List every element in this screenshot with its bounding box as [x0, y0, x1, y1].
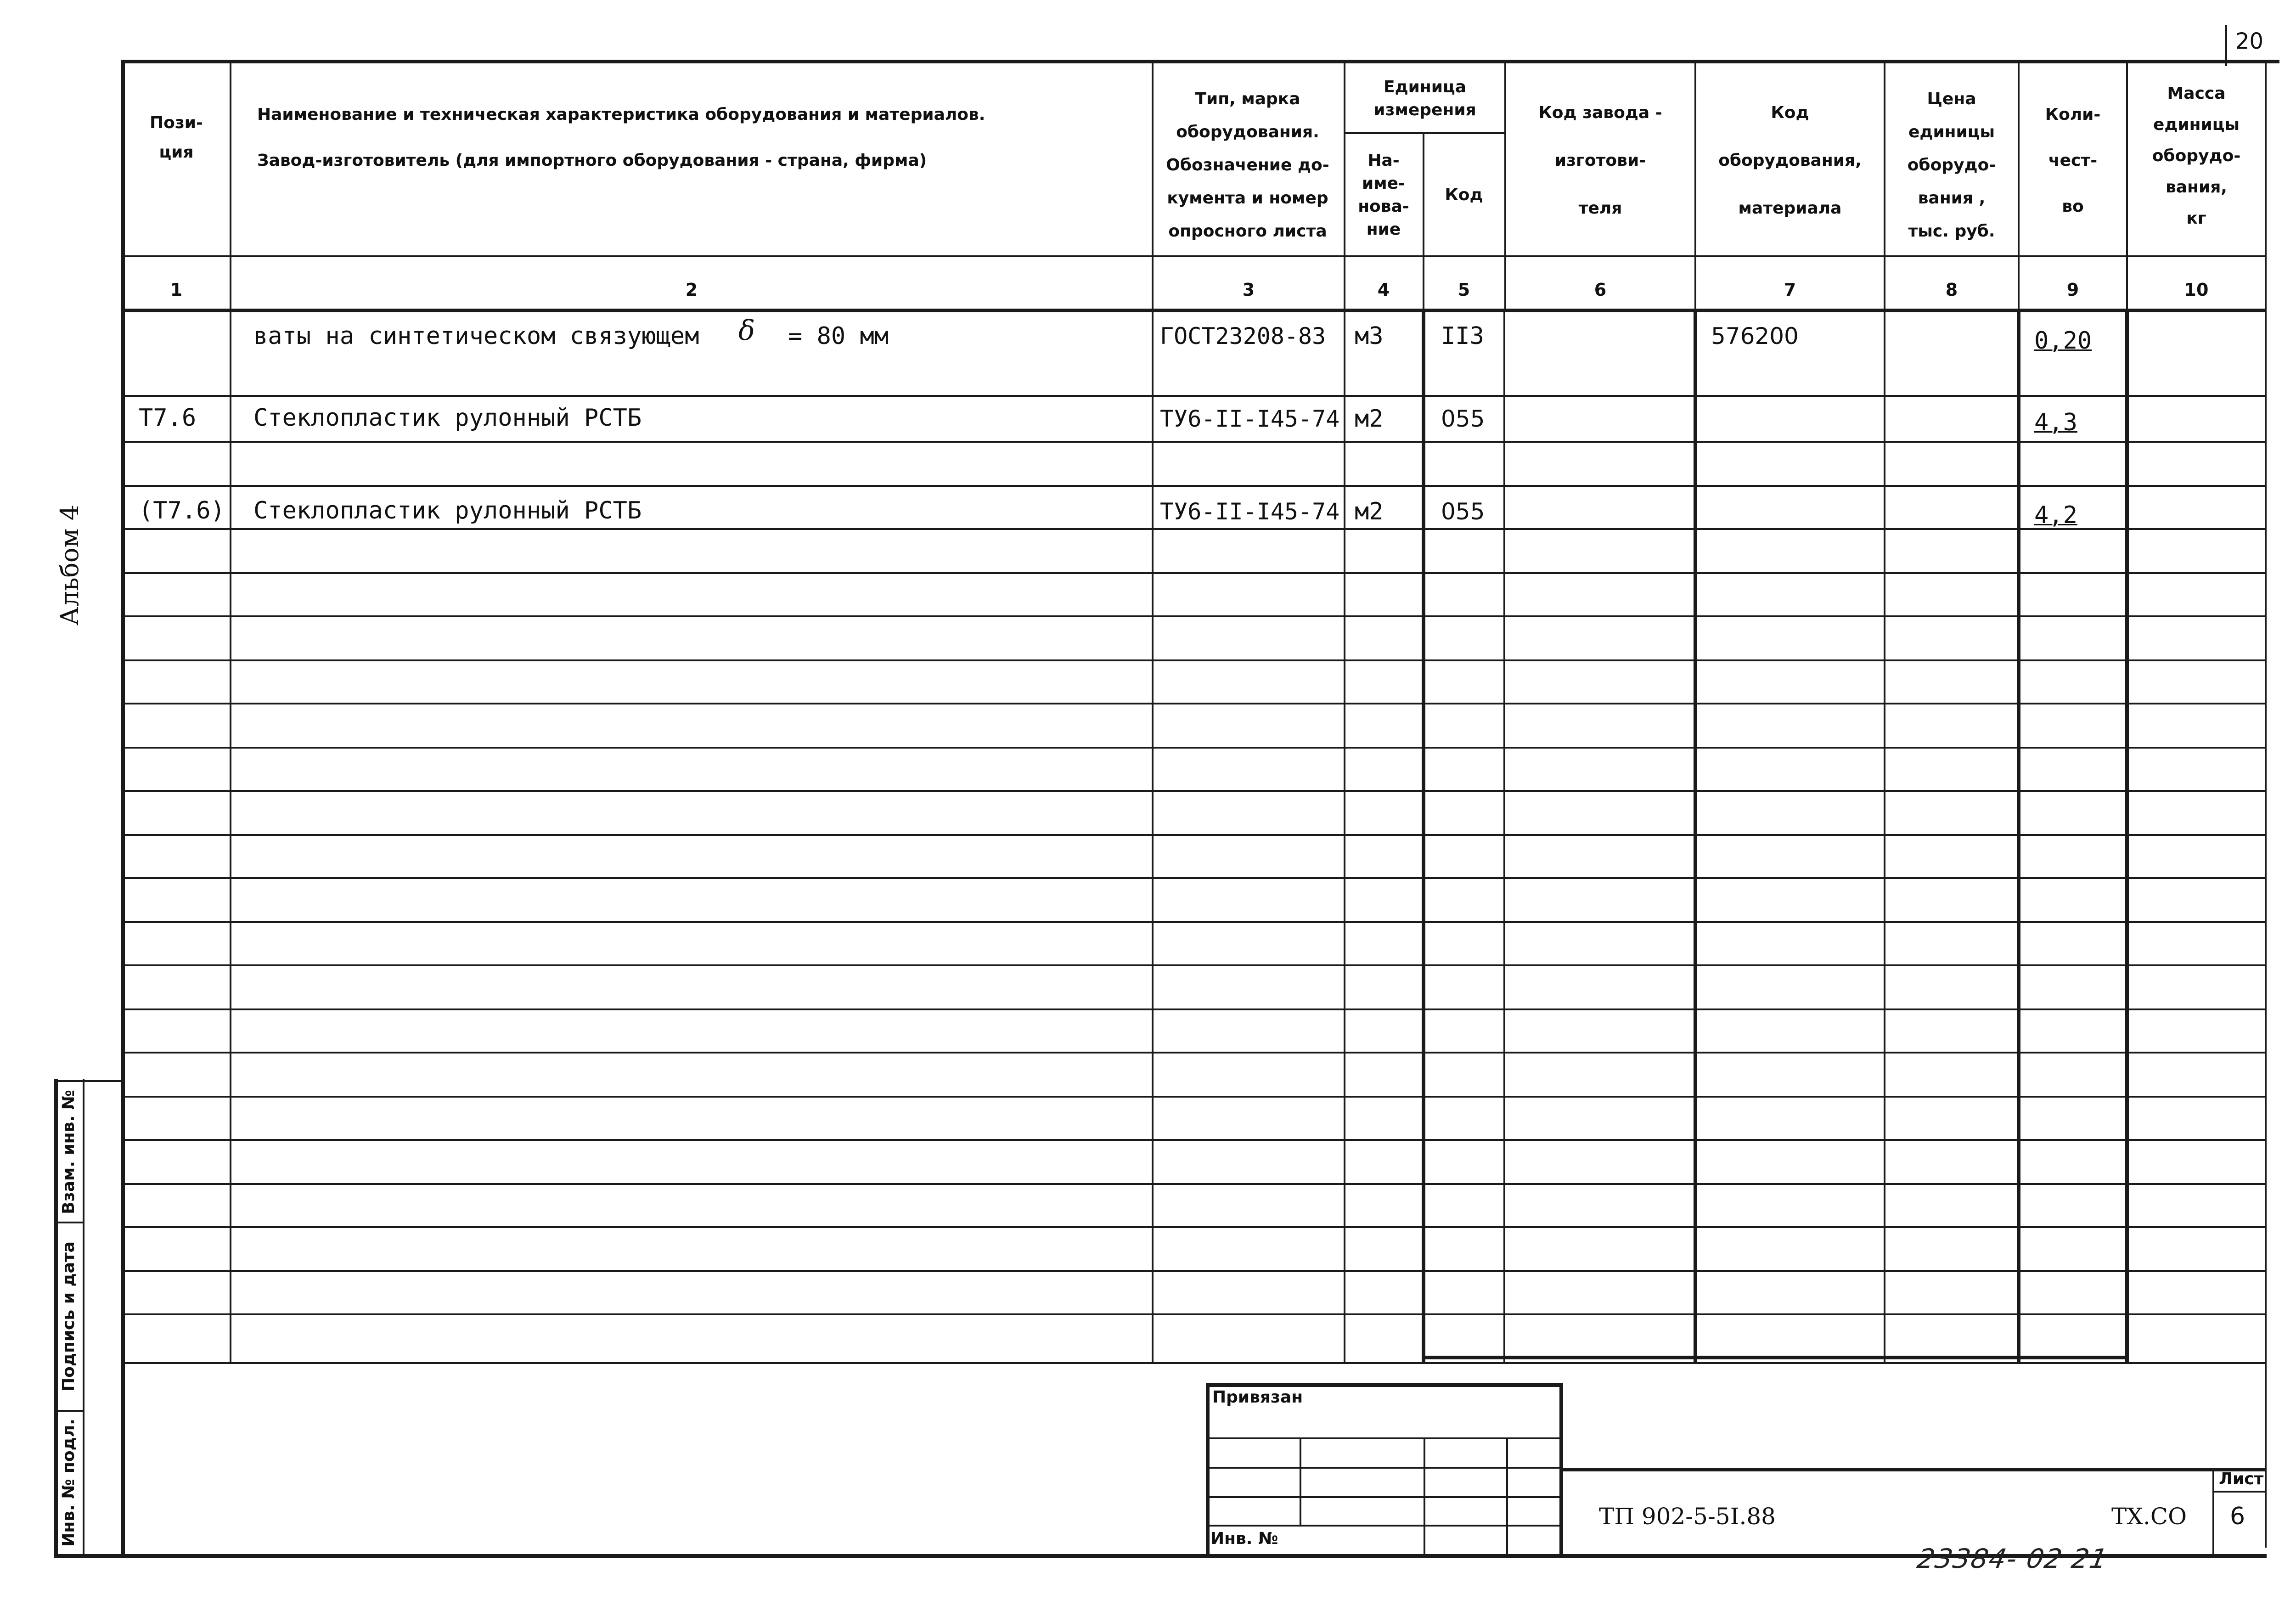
column-number: 9	[2066, 280, 2079, 300]
row-quantity: 0,20	[2034, 327, 2092, 355]
column-number: 5	[1458, 280, 1470, 300]
header-unit-group: Единица измерения	[1373, 78, 1476, 119]
side-label-podpis: Подпись и дата	[59, 1241, 78, 1392]
album-label: Альбом 4	[55, 504, 84, 625]
header-unit-name: На- име- нова- ние	[1358, 151, 1409, 239]
stamp-inv-no: Инв. №	[1210, 1529, 1278, 1548]
header-type: Тип, марка оборудования. Обозначение до- кумента и номер опросного листа	[1166, 90, 1329, 241]
stamp-list-label: Лист	[2219, 1470, 2264, 1488]
header-quantity: Коли- чест- во	[2045, 105, 2101, 216]
column-number: 3	[1242, 280, 1255, 300]
stamp-doc-code: ТП 902-5-5I.88	[1599, 1503, 1776, 1530]
column-number: 10	[2184, 280, 2209, 300]
row-code: 055	[1441, 498, 1485, 525]
row-equipment-code: 576200	[1711, 323, 1799, 349]
row-quantity: 4,3	[2034, 409, 2077, 436]
header-price: Цена единицы оборудо- вания , тыс. руб.	[1907, 90, 1996, 241]
column-number: 2	[685, 280, 698, 300]
row-position: Т7.6	[139, 404, 197, 432]
row-name-tail: = 80 мм	[788, 322, 889, 350]
row-unit: м2	[1355, 498, 1384, 525]
column-number: 1	[170, 280, 183, 300]
row-unit: м3	[1355, 322, 1384, 350]
header-position: Пози- ция	[150, 113, 203, 162]
header-mass: Масса единицы оборудо- вания, кг	[2152, 84, 2241, 228]
stamp-list-number: 6	[2230, 1503, 2245, 1530]
row-doc: ТУ6-II-I45-74	[1160, 406, 1340, 432]
archive-number: 23384- 02 21	[1915, 1543, 2110, 1574]
header-unit-code: Код	[1445, 186, 1483, 204]
stamp-mark: ТХ.СО	[2111, 1503, 2187, 1530]
header-equipment-code: Код оборудования, материала	[1718, 103, 1862, 218]
row-code: II3	[1441, 322, 1484, 350]
column-number: 7	[1784, 280, 1796, 300]
row-doc: ТУ6-II-I45-74	[1160, 498, 1340, 525]
side-label-vzam: Взам. инв. №	[59, 1089, 78, 1214]
row-position: (Т7.6)	[139, 497, 225, 524]
row-quantity: 4,2	[2034, 501, 2077, 529]
stamp-privyazan: Привязан	[1212, 1388, 1303, 1407]
row-unit: м2	[1355, 405, 1384, 433]
column-number: 8	[1945, 280, 1958, 300]
header-factory-code: Код завода - изготови- теля	[1538, 103, 1662, 218]
column-number: 4	[1377, 280, 1390, 300]
row-name: Стеклопластик рулонный РСТБ	[253, 497, 642, 524]
row-doc: ГОСТ23208-83	[1160, 323, 1326, 349]
row-name: ваты на синтетическом связующем	[253, 322, 699, 350]
row-name: Стеклопластик рулонный РСТБ	[253, 404, 642, 432]
page-number: 20	[2235, 28, 2264, 54]
header-name: Наименование и техническая характеристика оборудования и материалов. Завод-изготовитель (для импортного оборудования - страна, фирма)	[257, 105, 985, 170]
column-number: 6	[1594, 280, 1607, 300]
delta-symbol: δ	[738, 315, 755, 347]
side-label-inv-podl: Инв. № подл.	[59, 1418, 78, 1547]
row-code: 055	[1441, 406, 1485, 432]
